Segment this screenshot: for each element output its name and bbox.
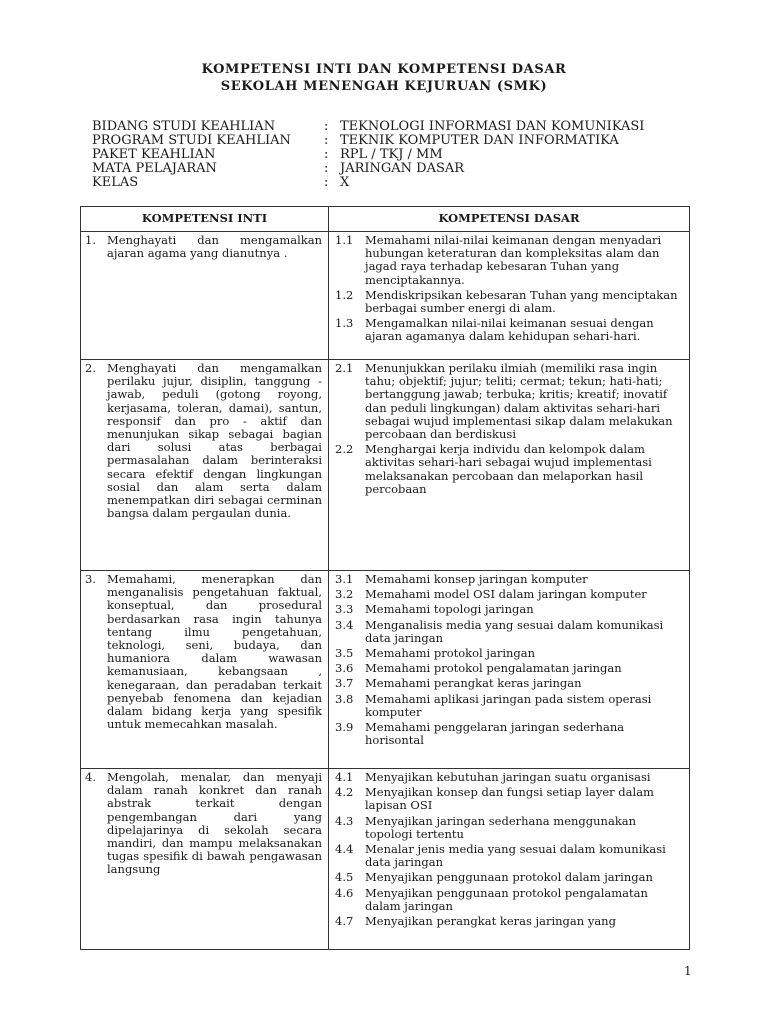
meta-row-mapel xyxy=(92,162,644,176)
kd-number: 4.4 xyxy=(335,842,354,857)
kd-text: Menyajikan konsep dan fungsi setiap layer dalam lapisan OSI xyxy=(365,785,654,813)
kd-number: 3.1 xyxy=(335,572,354,586)
ki-number: 4. xyxy=(85,770,96,784)
kd-number: 3.7 xyxy=(335,676,354,691)
table-row xyxy=(81,769,690,950)
kd-item xyxy=(335,573,685,586)
kd-item xyxy=(335,677,685,690)
kd-text: Memahami aplikasi jaringan pada sistem operasi komputer xyxy=(365,691,652,719)
kd-text: Menyajikan jaringan sederhana menggunakan topologi tertentu xyxy=(365,813,637,841)
kd-text: Menyajikan penggunaan protokol pengalamatan dalam jaringan xyxy=(365,885,648,913)
kd-number: 3.9 xyxy=(335,720,354,735)
kd-number: 4.7 xyxy=(335,914,354,929)
document-subtitle: SEKOLAH MENENGAH KEJURUAN (SMK) xyxy=(220,79,548,94)
kd-item xyxy=(335,603,685,616)
kd-item xyxy=(335,317,685,343)
ki-text: Menghayati dan mengamalkan perilaku jujur, disiplin, tanggung -jawab, peduli (gotong royong, kerjasama, toleran, damai), santun, responsif dan pro - aktif dan menunjukan sikap sebagai bagian dari solusi atas berbagai permasalahan dalam berinteraksi secara efektif dengan lingkungan sosial dan alam serta dalam menempatkan diri sebagai cerminan bangsa dalam pergaulan dunia. xyxy=(107,361,322,521)
kd-text: Memahami model OSI dalam jaringan komputer xyxy=(365,587,647,602)
table-row xyxy=(81,232,690,360)
page-number: 1 xyxy=(684,964,692,978)
meta-row-bidang xyxy=(92,120,644,134)
ki-text: Memahami, menerapkan dan menganalisis pengetahuan faktual, konseptual, dan prosedural berdasarkan rasa ingin tahunya tentang ilmu pengetahuan, teknologi, seni, budaya, dan humaniora dalam wawasan kemanusiaan, kebangsaan , kenegaraan, dan peradaban terkait penyebab fenomena dan kejadian dalam bidang kerja yang spesifik untuk memecahkan masalah. xyxy=(107,572,322,732)
kd-number: 4.1 xyxy=(335,770,354,784)
ki-number: 1. xyxy=(85,233,96,247)
meta-value: TEKNOLOGI INFORMASI DAN KOMUNIKASI xyxy=(340,119,645,134)
table-row xyxy=(81,360,690,571)
ki-cell xyxy=(81,769,329,950)
kd-text: Memahami topologi jaringan xyxy=(365,602,534,617)
kd-number: 1.3 xyxy=(335,316,354,331)
kd-number: 3.8 xyxy=(335,691,354,706)
kd-text: Mendiskripsikan kebesaran Tuhan yang menciptakan berbagai sumber energi di alam. xyxy=(365,287,678,316)
competency-table xyxy=(80,206,690,950)
kd-text: Menalar jenis media yang sesuai dalam komunikasi data jaringan xyxy=(365,842,666,870)
document-title: KOMPETENSI INTI DAN KOMPETENSI DASAR xyxy=(201,62,567,77)
kd-item xyxy=(335,771,685,784)
kd-item xyxy=(335,915,685,928)
ki-text: Menghayati dan mengamalkan ajaran agama yang dianutnya . xyxy=(107,233,322,261)
kd-cell xyxy=(329,232,690,360)
meta-value: TEKNIK KOMPUTER DAN INFORMATIKA xyxy=(340,133,619,148)
header-kompetensi-dasar: KOMPETENSI DASAR xyxy=(329,207,690,232)
kd-number: 1.1 xyxy=(335,233,354,247)
meta-colon: : xyxy=(324,133,329,148)
kd-item xyxy=(335,871,685,884)
kd-number: 4.3 xyxy=(335,813,354,828)
kd-text: Menyajikan kebutuhan jaringan suatu organisasi xyxy=(365,770,651,784)
kd-cell xyxy=(329,769,690,950)
meta-colon: : xyxy=(324,147,329,162)
meta-value: X xyxy=(340,175,350,190)
kd-text: Memahami penggelaran jaringan sederhana horisontal xyxy=(365,720,625,748)
meta-label: PROGRAM STUDI KEAHLIAN xyxy=(92,133,291,148)
kd-item xyxy=(335,693,685,719)
kd-text: Mengamalkan nilai-nilai keimanan sesuai dengan ajaran agamanya dalam kehidupan sehari-hari. xyxy=(365,316,654,344)
table-row xyxy=(81,571,690,769)
meta-value: JARINGAN DASAR xyxy=(340,161,465,176)
meta-colon: : xyxy=(324,119,329,134)
kd-text: Memahami protokol pengalamatan jaringan xyxy=(365,661,622,676)
ki-number: 2. xyxy=(85,361,96,375)
kd-item xyxy=(335,289,685,315)
ki-item xyxy=(85,362,322,520)
meta-row-paket xyxy=(92,148,644,162)
kd-text: Menunjukkan perilaku ilmiah (memiliki rasa ingin tahu; objektif; jujur; teliti; cermat; tekun; hati-hati; bertanggung jawab; terbuka; kritis; kreatif; inovatif dan peduli lingkungan) dalam aktivitas sehari-hari sebagai wujud implementasi sikap dalam melakukan percobaan dan berdiskusi xyxy=(365,361,673,442)
kd-item xyxy=(335,647,685,660)
meta-value: RPL / TKJ / MM xyxy=(340,147,443,162)
kd-number: 3.3 xyxy=(335,602,354,617)
kd-cell xyxy=(329,571,690,769)
kd-item xyxy=(335,443,685,496)
kd-item xyxy=(335,619,685,645)
kd-item xyxy=(335,588,685,601)
kd-number: 4.6 xyxy=(335,885,354,900)
kd-item xyxy=(335,721,685,747)
kd-item xyxy=(335,662,685,675)
kd-text: Menyajikan penggunaan protokol dalam jaringan xyxy=(365,870,653,885)
meta-label: KELAS xyxy=(92,175,139,190)
ki-cell xyxy=(81,360,329,571)
kd-number: 1.2 xyxy=(335,287,354,302)
meta-label: MATA PELAJARAN xyxy=(92,161,217,176)
ki-item xyxy=(85,771,322,877)
kd-item xyxy=(335,786,685,812)
kd-text: Menghargai kerja individu dan kelompok dalam aktivitas sehari-hari sebagai wujud implementasi melaksanakan percobaan dan melaporkan hasil percobaan xyxy=(365,442,652,496)
kd-number: 4.5 xyxy=(335,870,354,885)
ki-item xyxy=(85,234,322,260)
kd-text: Memahami konsep jaringan komputer xyxy=(365,572,588,586)
ki-item xyxy=(85,573,322,731)
ki-number: 3. xyxy=(85,572,96,586)
kd-number: 3.5 xyxy=(335,646,354,661)
kd-text: Memahami protokol jaringan xyxy=(365,646,536,661)
kd-item xyxy=(335,843,685,869)
ki-text: Mengolah, menalar, dan menyaji dalam ranah konkret dan ranah abstrak terkait dengan pengembangan dari yang dipelajarinya di sekolah secara mandiri, dan mampu melaksanakan tugas spesifik di bawah pengawasan langsung xyxy=(107,770,322,877)
meta-row-program xyxy=(92,134,644,148)
kd-item xyxy=(335,362,685,441)
table-header-row xyxy=(81,207,690,232)
kd-text: Menyajikan perangkat keras jaringan yang xyxy=(365,914,616,929)
kd-item xyxy=(335,815,685,841)
kd-number: 3.6 xyxy=(335,661,354,676)
kd-number: 3.2 xyxy=(335,587,354,602)
kd-number: 2.2 xyxy=(335,442,354,457)
kd-text: Memahami nilai-nilai keimanan dengan menyadari hubungan keteraturan dan kompleksitas alam dan jagad raya terhadap kebesaran Tuhan yang menciptakannya. xyxy=(365,233,662,287)
kd-item xyxy=(335,887,685,913)
ki-cell xyxy=(81,232,329,360)
header-kompetensi-inti: KOMPETENSI INTI xyxy=(81,207,329,232)
meta-colon: : xyxy=(324,175,329,190)
ki-cell xyxy=(81,571,329,769)
meta-colon: : xyxy=(324,161,329,176)
kd-item xyxy=(335,234,685,287)
meta-row-kelas xyxy=(92,176,644,190)
kd-text: Memahami perangkat keras jaringan xyxy=(365,676,582,691)
kd-number: 2.1 xyxy=(335,361,354,375)
course-info xyxy=(92,120,644,190)
meta-label: PAKET KEAHLIAN xyxy=(92,147,216,162)
kd-text: Menganalisis media yang sesuai dalam komunikasi data jaringan xyxy=(365,617,664,645)
meta-label: BIDANG STUDI KEAHLIAN xyxy=(92,119,276,134)
kd-cell xyxy=(329,360,690,571)
kd-number: 3.4 xyxy=(335,617,354,632)
kd-number: 4.2 xyxy=(335,785,354,800)
